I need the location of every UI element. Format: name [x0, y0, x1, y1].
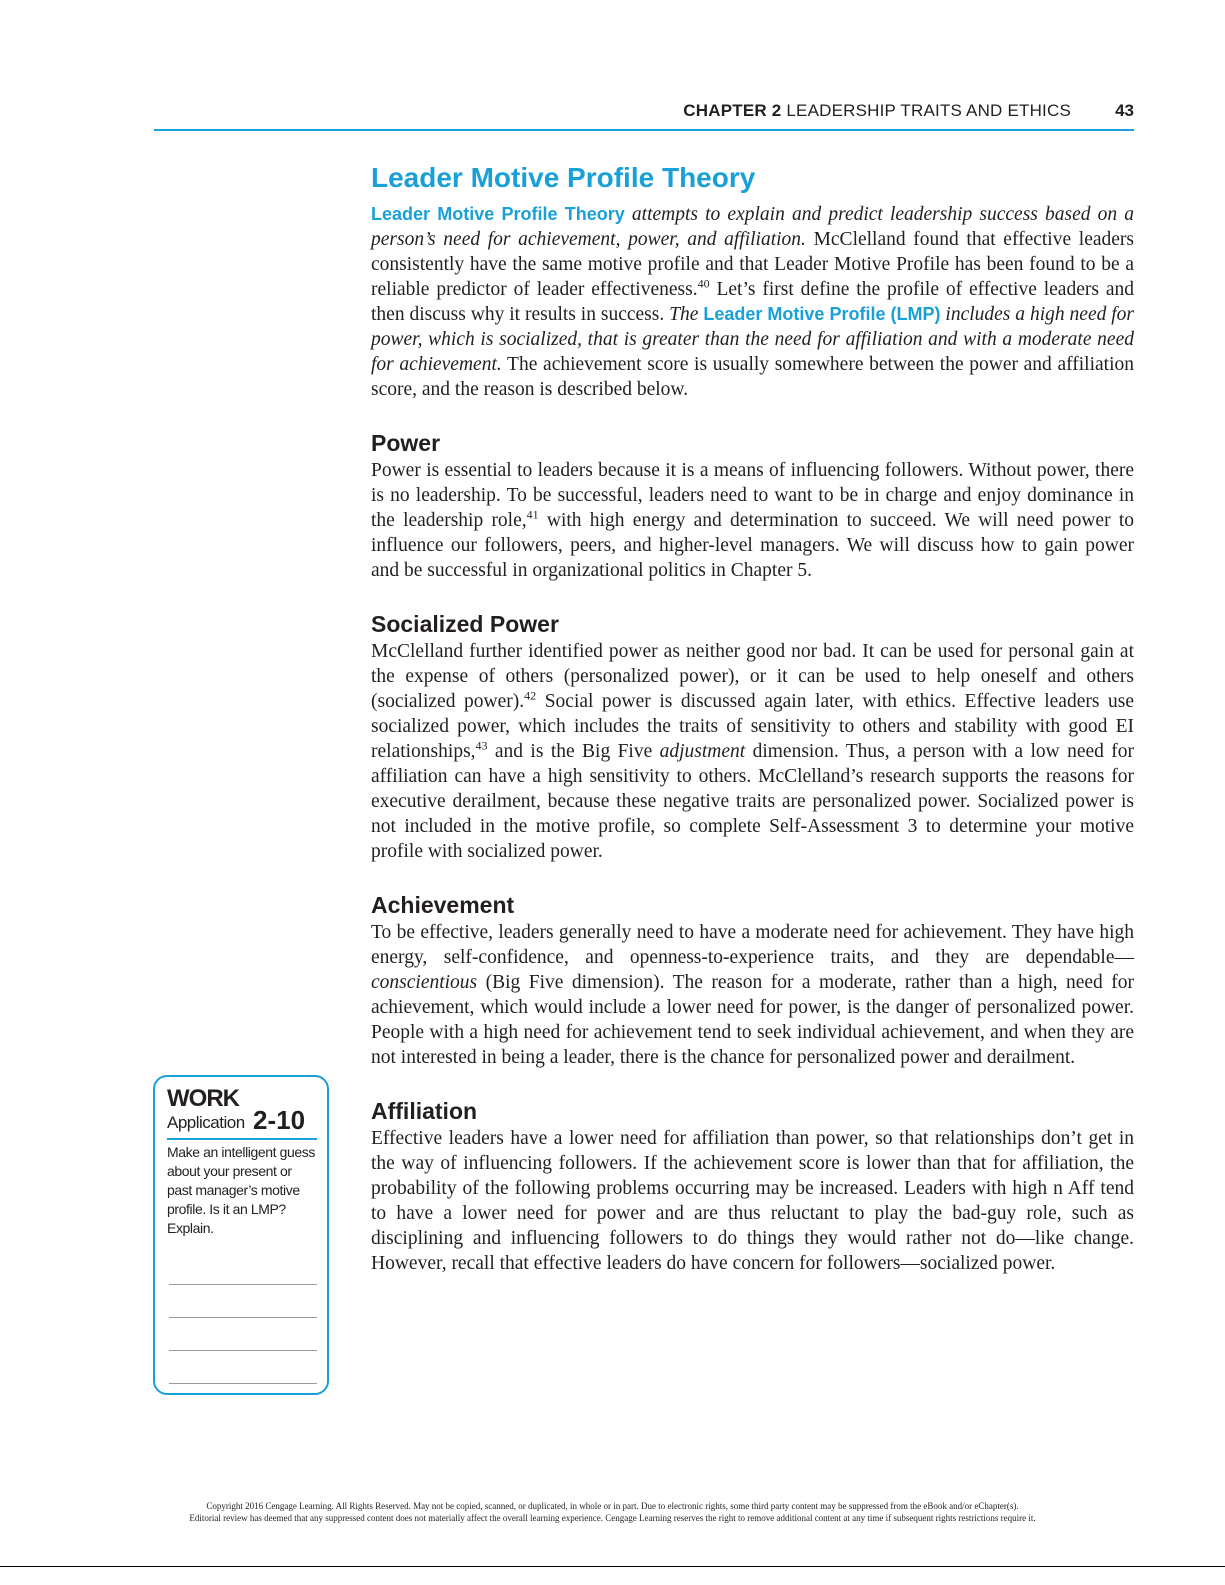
running-header [154, 101, 1134, 131]
definition-lmp: includes a high need for power, which is socialized, that is greater than the need for affiliation and with a moderate need for achievement. [371, 304, 1135, 375]
body-text: with high energy and determination to succeed. We will need power to influence our followers, peers, and higher-level managers. We will discuss how to gain power and be successful in organizational politics in Chapter 5. [371, 510, 1134, 581]
chapter-heading [683, 101, 1071, 121]
definition-lmp-theory: attempts to explain and predict leadership success based on a person’s need for achievement, power, and affiliation. [371, 204, 1135, 250]
key-term-lmp: Leader Motive Profile (LMP) [703, 304, 941, 324]
page-number: 43 [1115, 101, 1134, 120]
answer-line[interactable] [169, 1383, 317, 1384]
body-text: Social power is discussed again later, with ethics. Effective leaders use socialized power, which includes the traits of sensitivity to others and stability with good EI relationships, [371, 691, 1135, 762]
body-text: and is the Big Five [487, 741, 660, 762]
body-text: Power is essential to leaders because it is a means of influencing followers. Without power, there is no leadership. To be successful, leaders need to want to be in charge and enjoy dominance in the leadership role, [371, 460, 1134, 531]
main-content [371, 160, 1134, 1276]
socialized-power-heading: Socialized Power [371, 611, 559, 637]
body-text: dimension. Thus, a person with a low need for affiliation can have a high sensitivity to others. McClelland’s research supports the reasons for executive derailment, because these negative traits are personalized power. Socialized power is not included in the motive profile, so complete Self-Assessment 3 to determine your motive profile with socialized power. [371, 741, 1134, 862]
body-text: (Big Five dimension). The reason for a moderate, rather than a high, need for achievement, which would include a lower need for power, is the danger of personalized power. People with a high need for achievement tend to seek individual achievement, and when they are not interested in being a leader, there is the chance for personalized power and derailment. [371, 972, 1134, 1068]
emphasis-text: adjustment [659, 741, 746, 762]
affiliation-paragraph: Effective leaders have a lower need for affiliation than power, so that relationships don’t get in the way of influencing followers. If the achievement score is lower than that for affiliation, the probability of the following problems occurring may be increased. Leaders with high n Aff tend to have a lower need for power and are thus reluctant to play the bad-guy role, such as disciplining and influencing followers to do things they would rather not do—like change. However, recall that effective leaders do have concern for followers—socialized power. [371, 1128, 1134, 1274]
body-text: McClelland further identified power as neither good nor bad. It can be used for personal gain at the expense of others (personalized power), or it can be used to help oneself and others (socialized power). [371, 641, 1134, 712]
application-label: Application [167, 1113, 245, 1132]
affiliation-heading: Affiliation [371, 1098, 478, 1124]
copyright-line-1: Copyright 2016 Cengage Learning. All Rights Reserved. May not be copied, scanned, or duplicated, in whole or in part. Due to electronic rights, some third party content may be suppressed from the eBook and/or eChapter(s). [206, 1501, 1019, 1511]
answer-line[interactable] [169, 1350, 317, 1351]
endnote-ref: 42 [524, 688, 537, 703]
endnote-ref: 40 [697, 276, 710, 291]
chapter-title: LEADERSHIP TRAITS AND ETHICS [786, 101, 1071, 120]
intro-text: The [669, 304, 704, 325]
intro-paragraph [371, 202, 1134, 402]
application-number: 2-10 [253, 1105, 306, 1135]
socialized-power-paragraph [371, 639, 1134, 864]
answer-line[interactable] [169, 1317, 317, 1318]
copyright-footer [0, 1500, 1225, 1524]
application-prompt: Make an intelligent guess about your present or past manager’s motive profile. Is it an LMP? Explain. [167, 1144, 315, 1236]
answer-line[interactable] [169, 1284, 317, 1285]
endnote-ref: 41 [526, 507, 539, 522]
body-text: To be effective, leaders generally need to have a moderate need for achievement. They have high energy, self-confidence, and openness-to-experience traits, and they are dependable— [371, 922, 1134, 968]
copyright-line-2: Editorial review has deemed that any suppressed content does not materially affect the overall learning experience. Cengage Learning reserves the right to remove additional content at any time if subsequent rights restrictions require it. [189, 1513, 1036, 1523]
socialized-power-section [371, 609, 1134, 864]
chapter-label: CHAPTER 2 [683, 101, 782, 120]
power-heading: Power [371, 430, 441, 456]
key-term-lmp-theory: Leader Motive Profile Theory [371, 204, 625, 224]
affiliation-section [371, 1096, 1134, 1276]
emphasis-text: conscientious [371, 972, 478, 993]
intro-text: The achievement score is usually somewhere between the power and affiliation score, and the reason is described below. [371, 354, 1135, 400]
bottom-rule [0, 1566, 1225, 1567]
achievement-heading: Achievement [371, 892, 515, 918]
achievement-paragraph [371, 920, 1134, 1070]
work-label: WORK [167, 1085, 239, 1112]
power-paragraph [371, 458, 1134, 583]
endnote-ref: 43 [475, 738, 488, 753]
intro-text: McClelland found that effective leaders consistently have the same motive profile and that Leader Motive Profile has been found to be a reliable predictor of leader effectiveness. [371, 229, 1134, 300]
intro-text: Let’s first define the profile of effective leaders and then discuss why it results in success. [371, 279, 1134, 325]
power-section [371, 428, 1134, 583]
achievement-section [371, 890, 1134, 1070]
work-application-box [153, 1075, 329, 1395]
section-title: Leader Motive Profile Theory [371, 162, 756, 193]
divider [167, 1138, 317, 1140]
